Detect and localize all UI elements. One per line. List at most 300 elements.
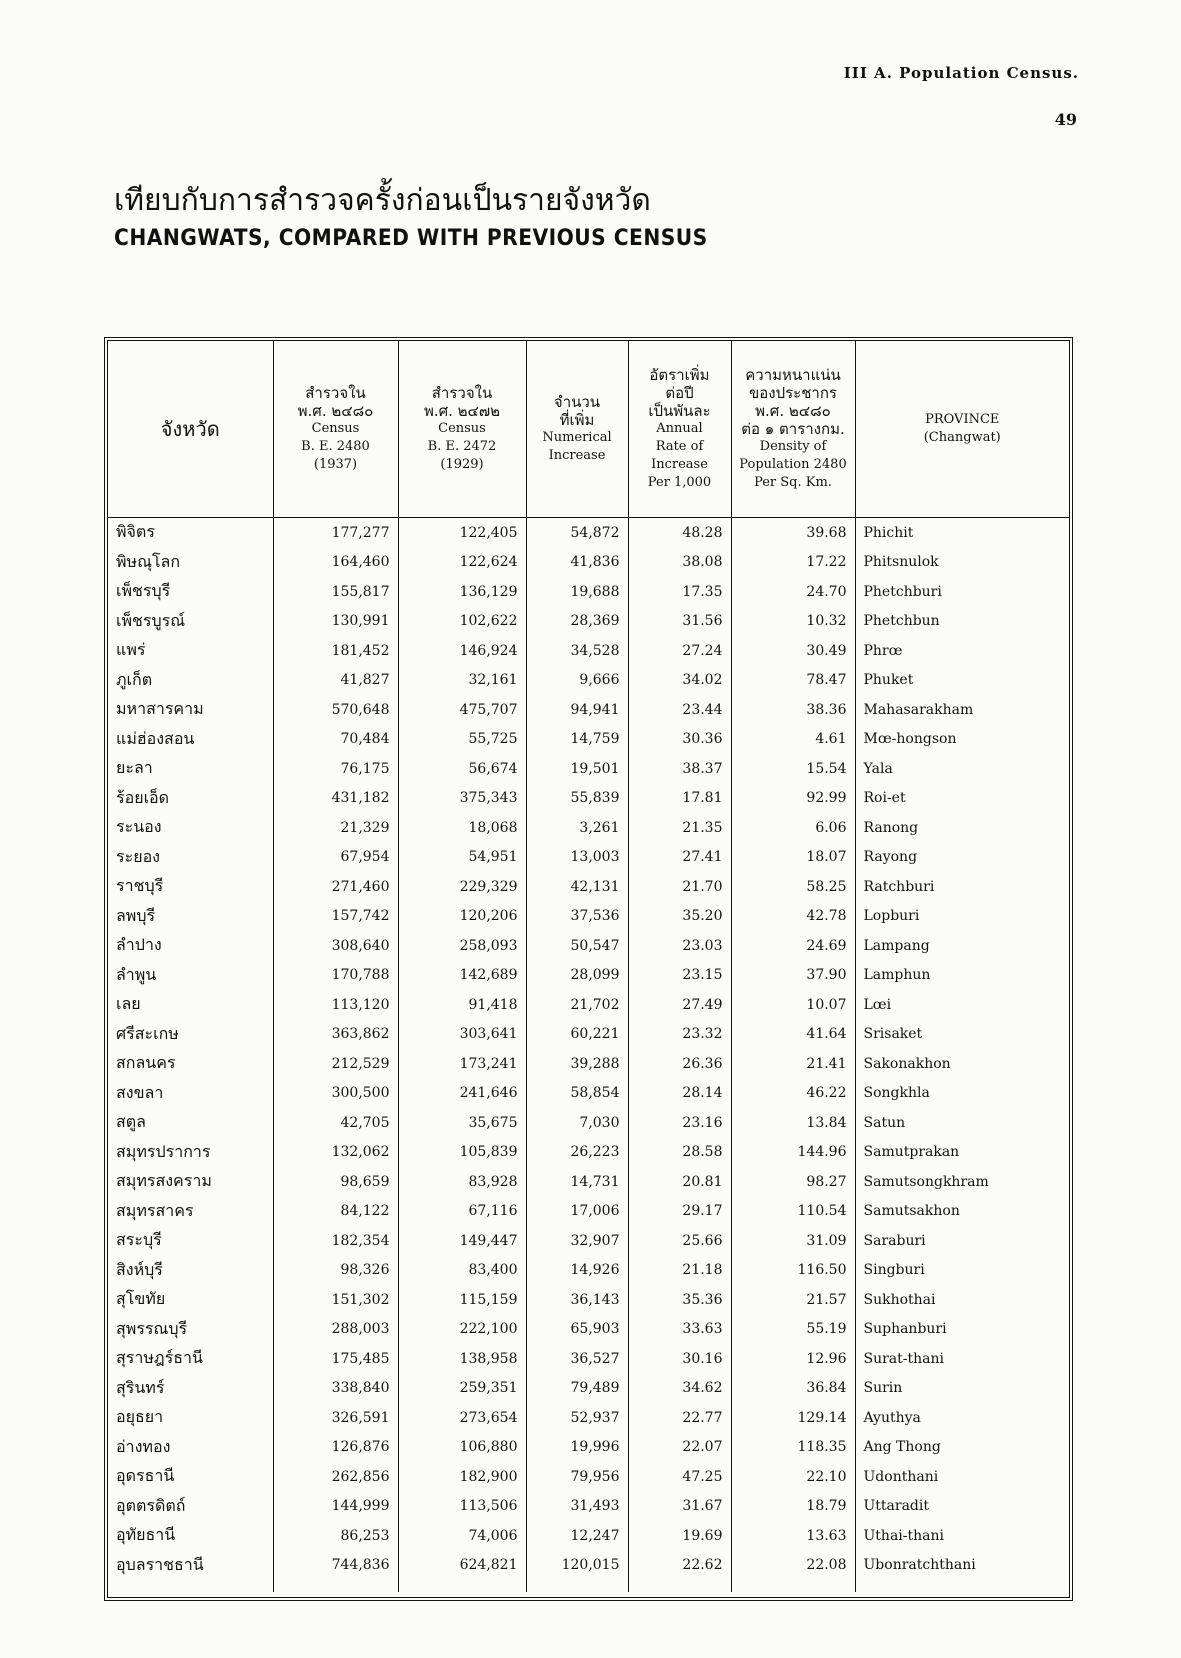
province-english-cell: Phuket	[855, 666, 1069, 696]
table-row	[108, 1403, 1069, 1433]
census-1937-cell: 132,062	[273, 1138, 398, 1168]
rate-cell: 20.81	[628, 1167, 731, 1197]
province-thai-cell: สุโขทัย	[116, 1289, 166, 1309]
rate-cell: 31.56	[628, 607, 731, 637]
increase-cell: 94,941	[526, 695, 628, 725]
density-cell: 129.14	[731, 1403, 855, 1433]
rate-cell: 31.67	[628, 1492, 731, 1522]
census-1937-cell: 212,529	[273, 1049, 398, 1079]
col-header-label: ที่เพิ่ม	[559, 411, 595, 429]
spacer-cell	[108, 1580, 273, 1592]
province-english-cell: Uttaradit	[855, 1492, 1069, 1522]
increase-cell: 31,493	[526, 1492, 628, 1522]
province-english-cell: Mœ-hongson	[855, 725, 1069, 755]
page-number: 49	[1054, 110, 1077, 129]
rate-cell: 28.14	[628, 1079, 731, 1109]
density-cell: 13.84	[731, 1108, 855, 1138]
density-cell: 12.96	[731, 1344, 855, 1374]
col-header-label: Population 2480	[739, 457, 847, 472]
census-1937-cell: 181,452	[273, 636, 398, 666]
province-english-cell: Phrœ	[855, 636, 1069, 666]
census-1937-cell: 262,856	[273, 1462, 398, 1492]
increase-cell: 60,221	[526, 1020, 628, 1050]
province-english-cell: Ranong	[855, 813, 1069, 843]
col-header-label: จำนวน	[553, 393, 601, 411]
col-header-census-1937	[273, 341, 398, 518]
col-header-label: Census	[311, 421, 360, 436]
rate-cell: 47.25	[628, 1462, 731, 1492]
province-english-cell: Ayuthya	[855, 1403, 1069, 1433]
increase-cell: 19,996	[526, 1433, 628, 1463]
census-1929-cell: 259,351	[398, 1374, 526, 1404]
census-1937-cell: 155,817	[273, 577, 398, 607]
rate-cell: 35.20	[628, 902, 731, 932]
increase-cell: 58,854	[526, 1079, 628, 1109]
census-1937-cell: 86,253	[273, 1521, 398, 1551]
province-thai-cell: สุพรรณบุรี	[116, 1318, 188, 1338]
rate-cell: 23.03	[628, 931, 731, 961]
province-english-cell: Udonthani	[855, 1462, 1069, 1492]
col-header-label: B. E. 2480	[301, 439, 370, 454]
province-english-cell: Mahasarakham	[855, 695, 1069, 725]
census-1929-cell: 18,068	[398, 813, 526, 843]
rate-cell: 21.70	[628, 872, 731, 902]
table-row	[108, 607, 1069, 637]
table-row	[108, 1551, 1069, 1581]
table-row	[108, 666, 1069, 696]
table-row	[108, 1256, 1069, 1286]
table-row	[108, 902, 1069, 932]
province-thai-cell: ราชบุรี	[116, 876, 164, 896]
rate-cell: 25.66	[628, 1226, 731, 1256]
table-row	[108, 1167, 1069, 1197]
province-thai-cell: อุทัยธานี	[116, 1525, 176, 1545]
density-cell: 118.35	[731, 1433, 855, 1463]
province-thai-cell: ระยอง	[116, 846, 160, 866]
increase-cell: 39,288	[526, 1049, 628, 1079]
rate-cell: 19.69	[628, 1521, 731, 1551]
province-english-cell: Surat-thani	[855, 1344, 1069, 1374]
census-1929-cell: 67,116	[398, 1197, 526, 1227]
col-header-label: Per Sq. Km.	[754, 475, 832, 490]
col-header-label: PROVINCE	[925, 412, 1000, 427]
table-row	[108, 1521, 1069, 1551]
province-thai-cell: สุราษฎร์ธานี	[116, 1348, 203, 1368]
col-header-rate	[628, 341, 731, 518]
increase-cell: 17,006	[526, 1197, 628, 1227]
rate-cell: 48.28	[628, 518, 731, 548]
census-1929-cell: 54,951	[398, 843, 526, 873]
census-1929-cell: 149,447	[398, 1226, 526, 1256]
province-english-cell: Rayong	[855, 843, 1069, 873]
census-table	[108, 341, 1069, 1592]
rate-cell: 34.62	[628, 1374, 731, 1404]
census-1929-cell: 106,880	[398, 1433, 526, 1463]
col-header-label: ต่อปี	[665, 384, 694, 402]
rate-cell: 34.02	[628, 666, 731, 696]
increase-cell: 79,489	[526, 1374, 628, 1404]
density-cell: 92.99	[731, 784, 855, 814]
rate-cell: 22.07	[628, 1433, 731, 1463]
census-1937-cell: 84,122	[273, 1197, 398, 1227]
increase-cell: 19,501	[526, 754, 628, 784]
province-thai-cell: สระบุรี	[116, 1230, 162, 1250]
rate-cell: 26.36	[628, 1049, 731, 1079]
increase-cell: 36,527	[526, 1344, 628, 1374]
table-row	[108, 1433, 1069, 1463]
census-1937-cell: 431,182	[273, 784, 398, 814]
rate-cell: 29.17	[628, 1197, 731, 1227]
census-1937-cell: 175,485	[273, 1344, 398, 1374]
census-1937-cell: 157,742	[273, 902, 398, 932]
table-row	[108, 1462, 1069, 1492]
density-cell: 21.57	[731, 1285, 855, 1315]
province-thai-cell: ลพบุรี	[116, 905, 156, 925]
increase-cell: 28,369	[526, 607, 628, 637]
col-header-label: Increase	[548, 448, 606, 463]
table-row	[108, 990, 1069, 1020]
spacer-cell	[731, 1580, 855, 1592]
province-thai-cell: สมุทรสงคราม	[116, 1171, 212, 1191]
province-thai-cell: อุบลราชธานี	[116, 1554, 204, 1574]
col-header-label: Numerical	[542, 430, 612, 445]
census-1937-cell: 338,840	[273, 1374, 398, 1404]
increase-cell: 37,536	[526, 902, 628, 932]
province-thai-cell: อยุธยา	[116, 1407, 164, 1427]
province-thai-cell: มหาสารคาม	[116, 699, 204, 719]
table-row	[108, 1197, 1069, 1227]
density-cell: 144.96	[731, 1138, 855, 1168]
province-english-cell: Sukhothai	[855, 1285, 1069, 1315]
census-1937-cell: 130,991	[273, 607, 398, 637]
province-thai-cell: พิจิตร	[116, 522, 155, 542]
census-1929-cell: 258,093	[398, 931, 526, 961]
census-1929-cell: 273,654	[398, 1403, 526, 1433]
rate-cell: 35.36	[628, 1285, 731, 1315]
province-english-cell: Phitsnulok	[855, 548, 1069, 578]
province-thai-cell: สงขลา	[116, 1082, 164, 1102]
col-header-label: พ.ศ. ๒๔๘๐	[755, 402, 831, 420]
spacer-cell	[628, 1580, 731, 1592]
table-row	[108, 577, 1069, 607]
table-row	[108, 1138, 1069, 1168]
province-thai-cell: แพร่	[116, 640, 146, 660]
col-header-label: Increase	[651, 457, 708, 472]
increase-cell: 14,759	[526, 725, 628, 755]
province-english-cell: Surin	[855, 1374, 1069, 1404]
col-header-label: Census	[438, 421, 486, 436]
density-cell: 41.64	[731, 1020, 855, 1050]
increase-cell: 55,839	[526, 784, 628, 814]
increase-cell: 14,731	[526, 1167, 628, 1197]
table-row	[108, 813, 1069, 843]
col-header-census-1929	[398, 341, 526, 518]
col-header-label: (1929)	[440, 457, 484, 472]
province-thai-cell: เพ็ชรบุรี	[116, 581, 171, 601]
province-thai-cell: สมุทรปราการ	[116, 1141, 211, 1161]
col-header-label: เป็นพันละ	[648, 402, 711, 420]
table-row	[108, 931, 1069, 961]
increase-cell: 19,688	[526, 577, 628, 607]
census-1929-cell: 375,343	[398, 784, 526, 814]
increase-cell: 12,247	[526, 1521, 628, 1551]
province-thai-cell: ระนอง	[116, 817, 162, 837]
col-header-label: B. E. 2472	[427, 439, 497, 454]
col-header-province-en	[855, 341, 1069, 518]
census-1929-cell: 624,821	[398, 1551, 526, 1581]
census-1929-cell: 105,839	[398, 1138, 526, 1168]
density-cell: 18.07	[731, 843, 855, 873]
rate-cell: 27.24	[628, 636, 731, 666]
table-row	[108, 754, 1069, 784]
density-cell: 6.06	[731, 813, 855, 843]
increase-cell: 3,261	[526, 813, 628, 843]
rate-cell: 23.32	[628, 1020, 731, 1050]
table-row	[108, 725, 1069, 755]
table-bottom-spacer	[108, 1580, 1069, 1592]
density-cell: 18.79	[731, 1492, 855, 1522]
census-1929-cell: 120,206	[398, 902, 526, 932]
increase-cell: 7,030	[526, 1108, 628, 1138]
table-row	[108, 1492, 1069, 1522]
density-cell: 36.84	[731, 1374, 855, 1404]
census-1937-cell: 170,788	[273, 961, 398, 991]
col-header-label: สำรวจใน	[305, 384, 366, 402]
col-header-label: (Changwat)	[923, 430, 1001, 445]
density-cell: 31.09	[731, 1226, 855, 1256]
increase-cell: 79,956	[526, 1462, 628, 1492]
census-1929-cell: 113,506	[398, 1492, 526, 1522]
rate-cell: 27.41	[628, 843, 731, 873]
table-row	[108, 1285, 1069, 1315]
province-english-cell: Samutsakhon	[855, 1197, 1069, 1227]
col-header-label: สำรวจใน	[431, 384, 493, 402]
province-thai-cell: ลำพูน	[116, 964, 157, 984]
province-english-cell: Lœi	[855, 990, 1069, 1020]
census-1937-cell: 42,705	[273, 1108, 398, 1138]
province-thai-cell: สมุทรสาคร	[116, 1200, 194, 1220]
density-cell: 13.63	[731, 1521, 855, 1551]
density-cell: 22.08	[731, 1551, 855, 1581]
table-row	[108, 843, 1069, 873]
density-cell: 17.22	[731, 548, 855, 578]
province-thai-cell: พิษณุโลก	[116, 551, 181, 571]
census-1937-cell: 113,120	[273, 990, 398, 1020]
col-header-label: อัตราเพิ่ม	[649, 366, 710, 384]
census-1929-cell: 142,689	[398, 961, 526, 991]
increase-cell: 26,223	[526, 1138, 628, 1168]
province-english-cell: Lopburi	[855, 902, 1069, 932]
density-cell: 98.27	[731, 1167, 855, 1197]
table-row	[108, 548, 1069, 578]
col-header-label: Annual	[656, 421, 703, 436]
rate-cell: 21.18	[628, 1256, 731, 1286]
col-header-label: ความหนาแน่น	[745, 366, 841, 384]
table-body	[108, 518, 1069, 1593]
table-row	[108, 1079, 1069, 1109]
province-thai-cell: สตูล	[116, 1112, 146, 1132]
table-row	[108, 872, 1069, 902]
rate-cell: 33.63	[628, 1315, 731, 1345]
density-cell: 78.47	[731, 666, 855, 696]
province-thai-cell: อุตตรดิตถ์	[116, 1495, 186, 1515]
province-thai-cell: ภูเก็ต	[116, 669, 153, 689]
province-english-cell: Phichit	[855, 518, 1069, 548]
province-english-cell: Suphanburi	[855, 1315, 1069, 1345]
province-thai-cell: ยะลา	[116, 758, 153, 778]
census-1937-cell: 300,500	[273, 1079, 398, 1109]
density-cell: 38.36	[731, 695, 855, 725]
density-cell: 42.78	[731, 902, 855, 932]
census-1929-cell: 91,418	[398, 990, 526, 1020]
table-row	[108, 1226, 1069, 1256]
province-english-cell: Singburi	[855, 1256, 1069, 1286]
density-cell: 46.22	[731, 1079, 855, 1109]
rate-cell: 22.77	[628, 1403, 731, 1433]
census-1929-cell: 102,622	[398, 607, 526, 637]
increase-cell: 34,528	[526, 636, 628, 666]
census-1937-cell: 326,591	[273, 1403, 398, 1433]
census-1929-cell: 115,159	[398, 1285, 526, 1315]
census-1937-cell: 126,876	[273, 1433, 398, 1463]
province-english-cell: Sakonakhon	[855, 1049, 1069, 1079]
density-cell: 58.25	[731, 872, 855, 902]
census-1929-cell: 32,161	[398, 666, 526, 696]
census-1937-cell: 308,640	[273, 931, 398, 961]
province-english-cell: Ang Thong	[855, 1433, 1069, 1463]
title-english: CHANGWATS, COMPARED WITH PREVIOUS CENSUS	[114, 226, 708, 251]
census-1929-cell: 122,405	[398, 518, 526, 548]
province-thai-cell: ลำปาง	[116, 935, 162, 955]
census-1937-cell: 144,999	[273, 1492, 398, 1522]
density-cell: 15.54	[731, 754, 855, 784]
col-header-density	[731, 341, 855, 518]
rate-cell: 30.36	[628, 725, 731, 755]
province-english-cell: Ratchburi	[855, 872, 1069, 902]
col-header-label: จังหวัด	[160, 417, 220, 441]
census-1929-cell: 229,329	[398, 872, 526, 902]
table-row	[108, 784, 1069, 814]
col-header-province-th	[108, 341, 273, 518]
increase-cell: 28,099	[526, 961, 628, 991]
rate-cell: 23.15	[628, 961, 731, 991]
province-thai-cell: อ่างทอง	[116, 1436, 171, 1456]
census-1937-cell: 21,329	[273, 813, 398, 843]
table-row	[108, 1020, 1069, 1050]
col-header-label: ต่อ ๑ ตารางกม.	[741, 420, 845, 438]
province-thai-cell: ศรีสะเกษ	[116, 1023, 179, 1043]
province-english-cell: Lamphun	[855, 961, 1069, 991]
increase-cell: 52,937	[526, 1403, 628, 1433]
census-1937-cell: 363,862	[273, 1020, 398, 1050]
census-1937-cell: 570,648	[273, 695, 398, 725]
col-header-label: Rate of	[655, 439, 704, 454]
density-cell: 10.07	[731, 990, 855, 1020]
province-english-cell: Samutsongkhram	[855, 1167, 1069, 1197]
rate-cell: 28.58	[628, 1138, 731, 1168]
table-row	[108, 1049, 1069, 1079]
density-cell: 39.68	[731, 518, 855, 548]
census-1929-cell: 241,646	[398, 1079, 526, 1109]
running-head: III A. Population Census.	[843, 64, 1079, 82]
census-1929-cell: 74,006	[398, 1521, 526, 1551]
province-thai-cell: สุรินทร์	[116, 1377, 165, 1397]
density-cell: 30.49	[731, 636, 855, 666]
province-english-cell: Lampang	[855, 931, 1069, 961]
census-1937-cell: 288,003	[273, 1315, 398, 1345]
table-row	[108, 1108, 1069, 1138]
increase-cell: 42,131	[526, 872, 628, 902]
province-thai-cell: สิงห์บุรี	[116, 1259, 163, 1279]
census-1937-cell: 744,836	[273, 1551, 398, 1581]
province-thai-cell: แม่ฮ่องสอน	[116, 728, 195, 748]
table-row	[108, 1374, 1069, 1404]
province-thai-cell: เลย	[116, 994, 141, 1014]
density-cell: 21.41	[731, 1049, 855, 1079]
table-row	[108, 695, 1069, 725]
col-header-label: Per 1,000	[647, 475, 712, 490]
province-english-cell: Saraburi	[855, 1226, 1069, 1256]
rate-cell: 17.35	[628, 577, 731, 607]
rate-cell: 27.49	[628, 990, 731, 1020]
province-english-cell: Ubonratchthani	[855, 1551, 1069, 1581]
census-1929-cell: 122,624	[398, 548, 526, 578]
increase-cell: 21,702	[526, 990, 628, 1020]
census-1937-cell: 177,277	[273, 518, 398, 548]
col-header-label: Density of	[759, 439, 827, 454]
province-english-cell: Srisaket	[855, 1020, 1069, 1050]
census-1929-cell: 35,675	[398, 1108, 526, 1138]
province-thai-cell: ร้อยเอ็ด	[116, 787, 170, 807]
increase-cell: 54,872	[526, 518, 628, 548]
census-1937-cell: 76,175	[273, 754, 398, 784]
census-1937-cell: 70,484	[273, 725, 398, 755]
table-row	[108, 961, 1069, 991]
census-1937-cell: 182,354	[273, 1226, 398, 1256]
increase-cell: 50,547	[526, 931, 628, 961]
density-cell: 10.32	[731, 607, 855, 637]
spacer-cell	[398, 1580, 526, 1592]
province-english-cell: Roi-et	[855, 784, 1069, 814]
province-thai-cell: อุดรธานี	[116, 1466, 175, 1486]
col-header-label: พ.ศ. ๒๔๘๐	[297, 402, 374, 420]
rate-cell: 38.37	[628, 754, 731, 784]
province-english-cell: Songkhla	[855, 1079, 1069, 1109]
rate-cell: 17.81	[628, 784, 731, 814]
table-row	[108, 518, 1069, 548]
census-1929-cell: 56,674	[398, 754, 526, 784]
table-row	[108, 1315, 1069, 1345]
province-english-cell: Samutprakan	[855, 1138, 1069, 1168]
density-cell: 4.61	[731, 725, 855, 755]
rate-cell: 22.62	[628, 1551, 731, 1581]
census-1937-cell: 271,460	[273, 872, 398, 902]
spacer-cell	[855, 1580, 1069, 1592]
increase-cell: 13,003	[526, 843, 628, 873]
density-cell: 110.54	[731, 1197, 855, 1227]
spacer-cell	[526, 1580, 628, 1592]
census-1929-cell: 303,641	[398, 1020, 526, 1050]
census-1929-cell: 173,241	[398, 1049, 526, 1079]
increase-cell: 65,903	[526, 1315, 628, 1345]
province-english-cell: Phetchbun	[855, 607, 1069, 637]
province-thai-cell: สกลนคร	[116, 1053, 176, 1073]
col-header-label: พ.ศ. ๒๔๗๒	[423, 402, 501, 420]
increase-cell: 41,836	[526, 548, 628, 578]
province-thai-cell: เพ็ชรบูรณ์	[116, 610, 186, 630]
census-1929-cell: 136,129	[398, 577, 526, 607]
col-header-label: ของประชากร	[749, 384, 837, 402]
